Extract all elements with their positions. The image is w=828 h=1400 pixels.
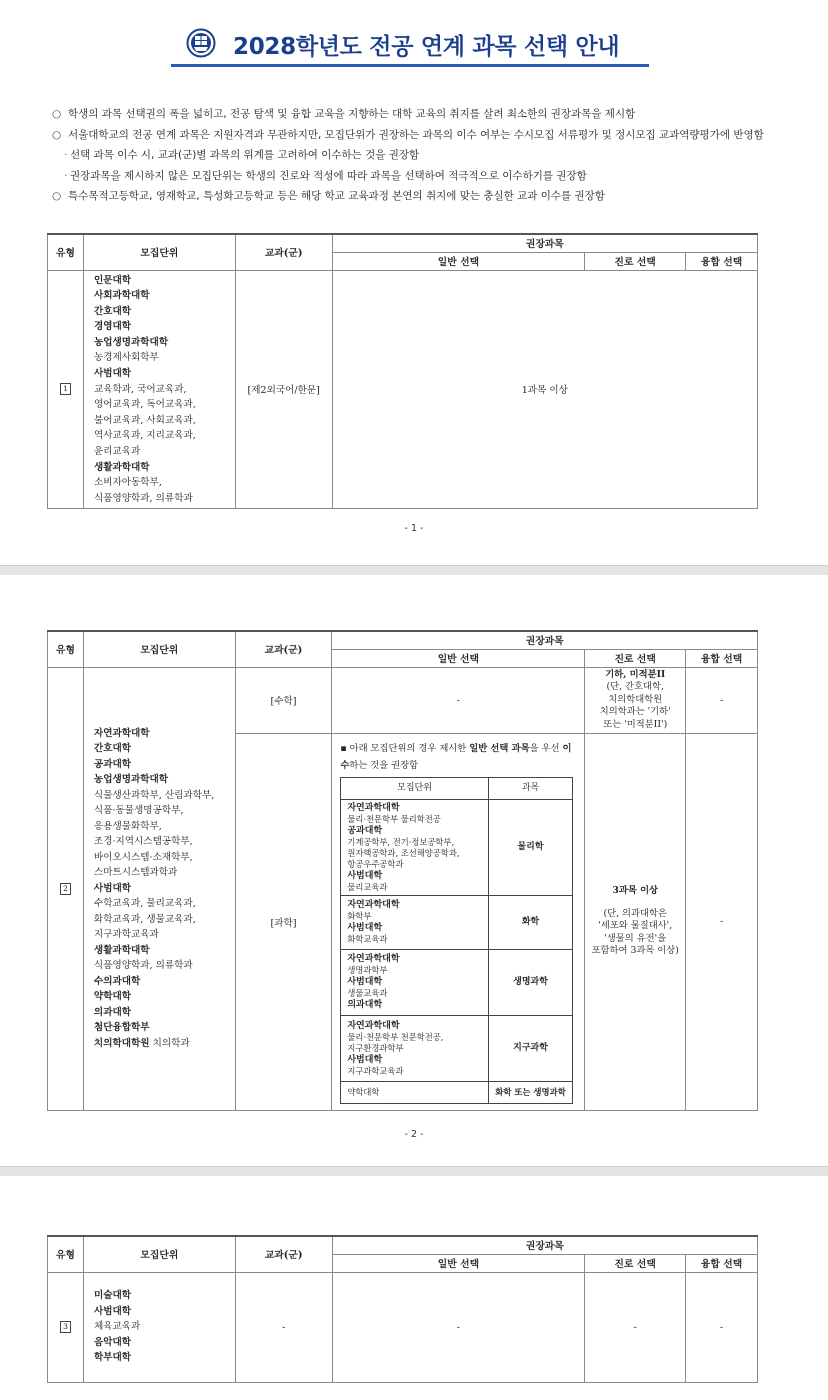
general-cell: - [332, 1272, 585, 1382]
subject-group-cell: [제2외국어/한문] [235, 270, 332, 509]
recommend-table-2 [47, 630, 758, 1111]
header-subject-group: 교과(군) [235, 631, 332, 667]
inner-unit-cell: 자연과학대학 화학부 사범대학 화학교육과 [341, 895, 488, 949]
inner-subject-cell: 물리학 [488, 799, 573, 895]
type-cell [48, 667, 84, 1110]
recommend-table-1 [47, 233, 758, 509]
page-3 [0, 1176, 828, 1400]
unit-list: 자연과학대학 간호대학 공과대학 농업생명과학대학 식물생산과학부, 산림과학부, 식품·동물생명공학부, 응용생물화학부, 조경·지역시스템공학부, 바이오시스템·소재학부, 스마트시스템과학과 사범대학 수학교육과, 물리교육과, 화학교육과, 생물교육과, 지구과학교육과 생활과학대학 식품영양학과, 의류학과 수의과대학 약학대학 의과대학 첨단융합학부 치의학대학원 치의학과 [83, 667, 235, 1110]
type-number: 2 [60, 883, 71, 895]
header-recommended: 권장과목 [332, 1236, 757, 1254]
inner-subject-cell: 지구과학 [488, 1015, 573, 1081]
unit-list: 미술대학 사범대학 체육교육과 음악대학 학부대학 [83, 1272, 235, 1382]
subject-group-science: [과학] [235, 733, 332, 1110]
inner-unit-cell: 자연과학대학 생명과학부 사범대학 생물교육과 의과대학 [341, 949, 488, 1015]
page-number: - 1 - [404, 523, 424, 534]
science-career-cell: 3과목 이상 (단, 의과대학은 '세포와 물질대사', '생물의 유전'을 포함하여 3과목 이상) [585, 733, 686, 1110]
math-career-cell: 기하, 미적분II (단, 간호대학, 치의학대학원 치의학과는 '기하' 또는 '미적분II') [585, 667, 686, 733]
header-general: 일반 선택 [332, 252, 585, 270]
page-number: - 2 - [404, 1129, 424, 1140]
header-career: 진로 선택 [585, 252, 686, 270]
guidance-bullets [52, 104, 792, 207]
science-fusion-cell: - [686, 733, 758, 1110]
inner-unit-cell: 약학대학 [341, 1081, 488, 1103]
page-2 [0, 575, 828, 1165]
header-recommended: 권장과목 [332, 234, 757, 252]
page-1 [0, 0, 828, 565]
inner-subject-cell: 화학 [488, 895, 573, 949]
document-header [0, 26, 828, 70]
career-cell: - [585, 1272, 686, 1382]
bullet-item: ○ 특수목적고등학교, 영재학교, 특성화고등학교 등은 해당 학교 교육과정 본연의 취지에 맞는 충실한 교과 이수를 권장함 [52, 190, 605, 203]
header-general: 일반 선택 [332, 649, 585, 667]
math-general-cell: - [332, 667, 585, 733]
unit-list: 인문대학 사회과학대학 간호대학 경영대학 농업생명과학대학 농경제사회학부 사범대학 교육학과, 국어교육과, 영어교육과, 독어교육과, 불어교육과, 사회교육과, 역사교육과, 지리교육과, 윤리교육과 생활과학대학 소비자아동학부, 식품영양학과, 의류학과 [83, 270, 235, 509]
bullet-item: ○ 학생의 과목 선택권의 폭을 넓히고, 전공 탐색 및 융합 교육을 지향하는 대학 교육의 취지를 살려 최소한의 권장과목을 제시함 [52, 108, 636, 120]
header-unit: 모집단위 [83, 234, 235, 270]
university-emblem-icon [186, 28, 216, 58]
header-type: 유형 [48, 234, 84, 270]
header-type: 유형 [48, 631, 84, 667]
sub-bullet-item: · 권장과목을 제시하지 않은 모집단위는 학생의 진로와 적성에 따라 과목을 선택하여 적극적으로 이수하기를 권장함 [64, 169, 587, 182]
header-type: 유형 [48, 1236, 84, 1272]
header-unit: 모집단위 [83, 631, 235, 667]
subject-group-cell: - [235, 1272, 332, 1382]
sub-bullet-item: · 선택 과목 이수 시, 교과(군)별 과목의 위계를 고려하여 이수하는 것을 권장함 [64, 149, 420, 162]
type-cell [48, 270, 84, 509]
header-fusion: 융합 선택 [686, 1254, 758, 1272]
general-cell: 1과목 이상 [332, 270, 757, 509]
inner-subject-cell: 생명과학 [488, 949, 573, 1015]
header-career: 진로 선택 [585, 649, 686, 667]
inner-unit-cell: 자연과학대학 물리·천문학부 천문학전공, 지구환경과학부 사범대학 지구과학교육과 [341, 1015, 488, 1081]
header-subject-group: 교과(군) [235, 1236, 332, 1272]
type-number: 3 [60, 1321, 71, 1333]
page-title: 2028학년도 전공 연계 과목 선택 안내 [233, 34, 620, 60]
header-unit: 모집단위 [83, 1236, 235, 1272]
type-cell [48, 1272, 84, 1382]
subject-group-math: [수학] [235, 667, 332, 733]
math-fusion-cell: - [686, 667, 758, 733]
recommend-table-3 [47, 1235, 758, 1383]
science-unit-table [340, 777, 573, 1104]
type-number: 1 [60, 383, 71, 395]
inner-unit-cell: 자연과학대학 물리·천문학부 물리학전공 공과대학 기계공학부, 전기·정보공학부, 원자핵공학과, 조선해양공학과, 항공우주공학과 사범대학 물리교육과 [341, 799, 488, 895]
header-fusion: 융합 선택 [686, 649, 758, 667]
header-general: 일반 선택 [332, 1254, 585, 1272]
header-career: 진로 선택 [585, 1254, 686, 1272]
bullet-item: ○ 서울대학교의 전공 연계 과목은 지원자격과 무관하지만, 모집단위가 권장하는 과목의 이수 여부는 수시모집 서류평가 및 정시모집 교과역량평가에 반영함 [52, 128, 764, 141]
inner-header-unit: 모집단위 [341, 777, 488, 799]
science-general-cell [332, 733, 585, 1110]
header-recommended: 권장과목 [332, 631, 758, 649]
inner-subject-cell: 화학 또는 생명과학 [488, 1081, 573, 1103]
header-subject-group: 교과(군) [235, 234, 332, 270]
title-underline [171, 64, 649, 67]
science-note: ▪ 아래 모집단위의 경우 제시한 일반 선택 과목을 우선 이수하는 것을 권장함 [340, 742, 572, 771]
inner-header-subject: 과목 [488, 777, 573, 799]
header-fusion: 융합 선택 [686, 252, 758, 270]
fusion-cell: - [686, 1272, 758, 1382]
